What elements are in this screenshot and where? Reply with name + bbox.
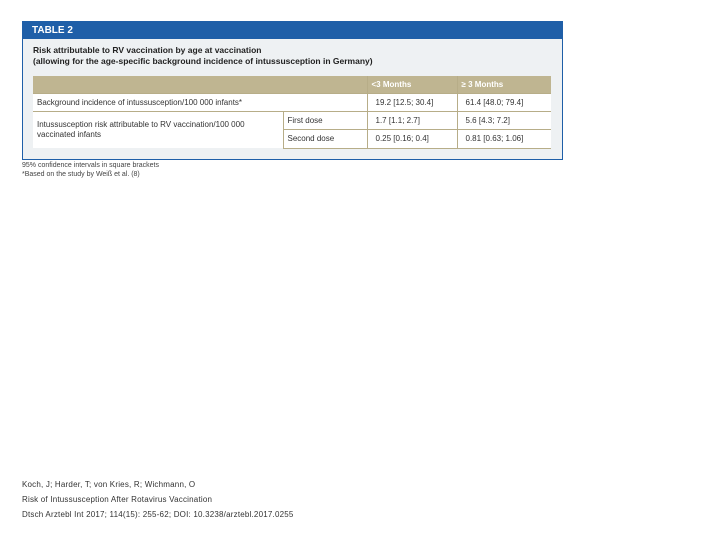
row-label: Background incidence of intussusception/100 000 infants* <box>33 94 367 112</box>
table-label: TABLE 2 <box>23 22 562 39</box>
cell-lt3: 19.2 [12.5; 30.4] <box>367 94 457 112</box>
note-source-study: *Based on the study by Weiß et al. (8) <box>22 171 140 178</box>
table-notes <box>22 161 159 179</box>
data-table <box>33 76 551 149</box>
cell-lt3: 0.25 [0.16; 0.4] <box>367 130 457 148</box>
cell-ge3: 5.6 [4.3; 7.2] <box>457 112 551 130</box>
cell-dose: Second dose <box>283 130 367 148</box>
citation-title: Risk of Intussusception After Rotavirus Vaccination <box>22 495 213 504</box>
citation-authors: Koch, J; Harder, T; von Kries, R; Wichmann, O <box>22 480 196 489</box>
caption-line-2: (allowing for the age-specific background incidence of intussusception in Germany) <box>33 55 373 66</box>
table-row <box>33 94 551 112</box>
table-row <box>33 112 551 130</box>
table-caption <box>23 39 562 66</box>
cell-ge3: 61.4 [48.0; 79.4] <box>457 94 551 112</box>
citation-source: Dtsch Arztebl Int 2017; 114(15): 255-62; DOI: 10.3238/arztebl.2017.0255 <box>22 510 294 519</box>
column-header-lt3: <3 Months <box>367 76 457 94</box>
column-header-ge3: ≥ 3 Months <box>457 76 551 94</box>
note-confidence-intervals: 95% confidence intervals in square brackets <box>22 162 159 169</box>
caption-line-1: Risk attributable to RV vaccination by age at vaccination <box>33 45 262 55</box>
table-header-row <box>33 76 551 94</box>
table-panel <box>22 21 563 160</box>
column-header-dose <box>283 76 367 94</box>
cell-lt3: 1.7 [1.1; 2.7] <box>367 112 457 130</box>
column-header-label <box>33 76 283 94</box>
cell-ge3: 0.81 [0.63; 1.06] <box>457 130 551 148</box>
row-label: Intussusception risk attributable to RV vaccination/100 000 vaccinated infants <box>33 112 283 149</box>
citation <box>22 477 294 522</box>
cell-dose: First dose <box>283 112 367 130</box>
